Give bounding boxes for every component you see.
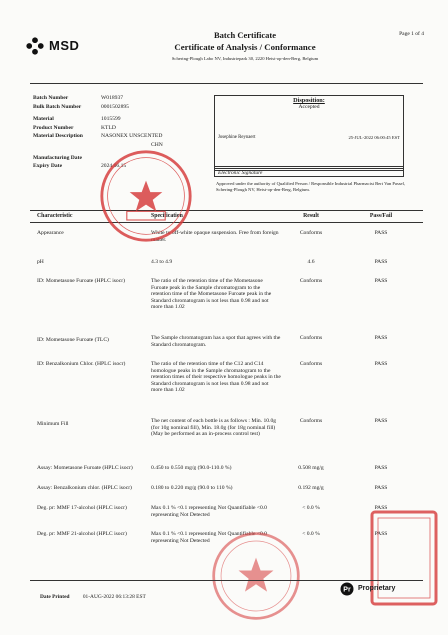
- footer-divider: [30, 580, 423, 581]
- document-title: Batch Certificate: [213, 30, 277, 40]
- date-printed: [40, 594, 146, 600]
- meta-row: Batch Number W018937: [33, 94, 124, 101]
- date-printed-value: 01-AUG-2022 06:13:28 EST: [82, 594, 146, 600]
- company-address: Schering-Plough Labo NV, Industriepark 30, 2220 Heist-op-den-Berg, Belgium: [171, 55, 319, 61]
- signer-name: Josephine Reynaert: [218, 135, 256, 140]
- meta-row: Material Description NASONEX UNSCENTED: [33, 133, 163, 140]
- svg-text:Pr: Pr: [343, 586, 351, 594]
- header-result: Result: [303, 213, 319, 219]
- page-number: Page 1 of 4: [399, 31, 424, 37]
- meta-row: Material 1015599: [33, 116, 121, 123]
- header-specification: Specification: [151, 213, 183, 219]
- approval-statement: Approved under the authority of Qualified Person / Responsible Industrial Pharmacist Bert Van Passel, Schering-Plough NV, Heist-op-den-Berg, Belgium.: [216, 181, 405, 192]
- disposition-box: [214, 95, 404, 171]
- electronic-signature-label: Electronic Signature: [214, 168, 404, 177]
- header-characteristic: Characteristic: [37, 213, 73, 219]
- brand-name: MSD: [49, 38, 80, 54]
- header-divider: [30, 83, 423, 84]
- disposition-value: Accepted: [298, 104, 320, 111]
- disposition-title: Disposition:: [293, 97, 325, 104]
- bottom-strip: [0, 628, 448, 635]
- signature-date: 25-JUL-2022 06:00:45 EST: [348, 135, 400, 140]
- meta-row: CHN: [151, 141, 163, 148]
- proprietary-label: Proprietary: [358, 584, 396, 592]
- batch-meta: [33, 94, 233, 171]
- document-subtitle: Certificate of Analysis / Conformance: [174, 42, 316, 53]
- msd-logo: [26, 37, 79, 55]
- meta-row: Expiry Date 2024.06.15: [33, 163, 127, 170]
- header-passfail: Pass/Fail: [369, 213, 393, 219]
- proprietary-icon: [340, 582, 354, 596]
- box-divider: [215, 166, 403, 167]
- document-titles: [120, 30, 370, 61]
- table-top-divider: [30, 210, 423, 211]
- msd-logo-icon: [26, 37, 44, 55]
- meta-row: Product Number KTLD: [33, 124, 116, 131]
- date-printed-label: Date Printed: [40, 594, 70, 600]
- proprietary-mark: [340, 582, 395, 596]
- table-header-divider: [30, 222, 423, 223]
- meta-row: Bulk Batch Number 0001502895: [33, 103, 129, 110]
- meta-row: Manufacturing Date: [33, 154, 82, 161]
